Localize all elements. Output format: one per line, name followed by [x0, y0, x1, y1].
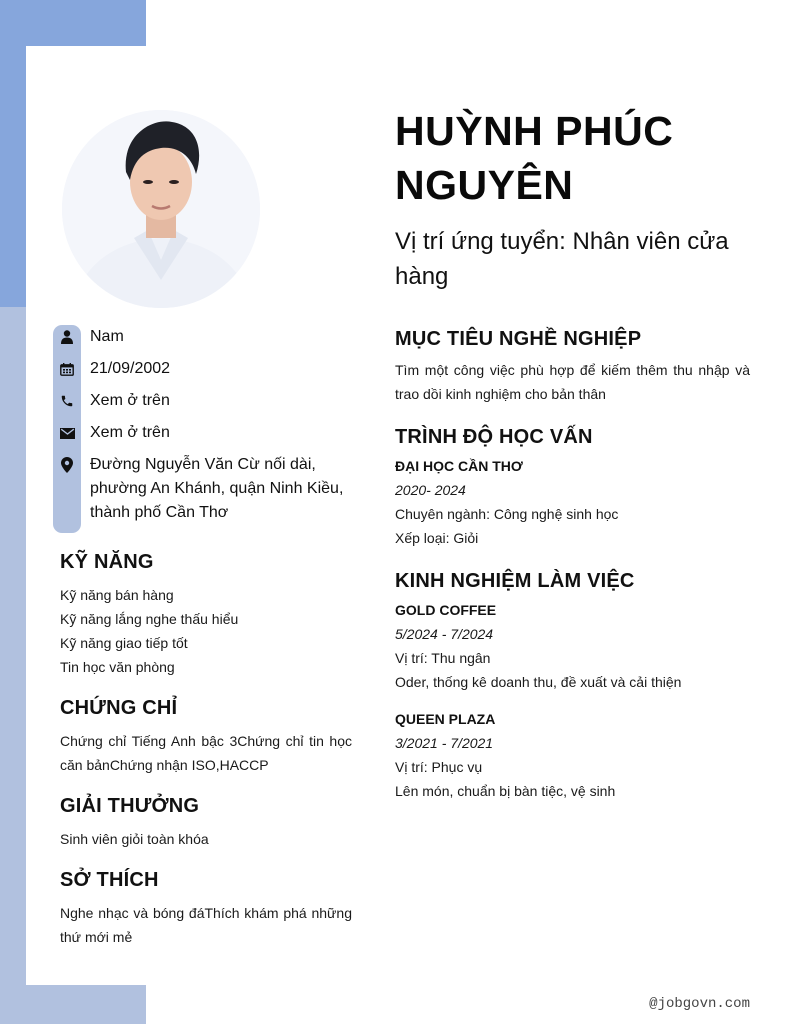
- applied-position: Vị trí ứng tuyển: Nhân viên cửa hàng: [395, 228, 729, 290]
- awards-text: Sinh viên giỏi toàn khóa: [60, 831, 209, 847]
- phone-icon: [53, 390, 81, 412]
- skill-item: Tin học văn phòng: [60, 659, 175, 675]
- skill-item: Kỹ năng lắng nghe thấu hiểu: [60, 611, 239, 627]
- calendar-icon: [53, 358, 81, 380]
- hobbies-section: [60, 867, 352, 949]
- section-title: CHỨNG CHỈ: [60, 697, 178, 719]
- contact-text: Xem ở trên: [90, 424, 170, 441]
- experience-desc: Oder, thống kê doanh thu, đề xuất và cải thiện: [395, 674, 682, 690]
- contact-gender: [53, 325, 353, 357]
- candidate-name: HUỲNH PHÚC NGUYÊN: [395, 108, 674, 208]
- location-pin-icon: [53, 454, 81, 476]
- decor-top-bar: [0, 0, 146, 46]
- person-portrait-icon: [62, 110, 260, 308]
- experience-desc: Lên món, chuẩn bị bàn tiệc, vệ sinh: [395, 783, 616, 799]
- profile-photo: [62, 110, 260, 308]
- decor-bottom-bar: [0, 985, 146, 1024]
- section-title: SỞ THÍCH: [60, 869, 159, 891]
- decor-left-strip-lower: [0, 307, 26, 985]
- contact-phone: [53, 389, 353, 421]
- section-title: KINH NGHIỆM LÀM VIỆC: [395, 570, 635, 592]
- experience-section: [395, 568, 750, 816]
- section-title: KỸ NĂNG: [60, 551, 154, 573]
- education-period: 2020- 2024: [395, 482, 466, 498]
- experience-entry: [395, 707, 750, 803]
- education-rank: Xếp loại: Giỏi: [395, 530, 479, 546]
- experience-role: Vị trí: Thu ngân: [395, 650, 491, 666]
- contact-text: 21/09/2002: [90, 360, 171, 377]
- section-title: TRÌNH ĐỘ HỌC VẤN: [395, 426, 593, 448]
- objective-section: [395, 326, 750, 406]
- objective-text: Tìm một công việc phù hợp để kiếm thêm thu nhập và trao dồi kinh nghiệm cho bản thân: [395, 362, 750, 402]
- hobbies-text: Nghe nhạc và bóng đáThích khám phá những thứ mới mẻ: [60, 905, 352, 945]
- skill-item: Kỹ năng giao tiếp tốt: [60, 635, 188, 651]
- contact-birthday: [53, 357, 353, 389]
- decor-left-strip-upper: [0, 46, 26, 307]
- education-section: [395, 424, 750, 550]
- certificates-text: Chứng chỉ Tiếng Anh bậc 3Chứng chỉ tin học căn bảnChứng nhận ISO,HACCP: [60, 733, 352, 773]
- experience-role: Vị trí: Phục vụ: [395, 759, 483, 775]
- section-title: MỤC TIÊU NGHỀ NGHIỆP: [395, 328, 642, 350]
- mail-icon: [53, 422, 81, 444]
- skills-section: [60, 549, 352, 679]
- company-name: GOLD COFFEE: [395, 602, 497, 618]
- school-name: ĐẠI HỌC CẦN THƠ: [395, 458, 523, 474]
- experience-period: 5/2024 - 7/2024: [395, 626, 494, 642]
- contact-text: Đường Nguyễn Văn Cừ nối dài, phường An Khánh, quận Ninh Kiều, thành phố Cần Thơ: [90, 456, 344, 521]
- contact-text: Nam: [90, 328, 124, 345]
- footer-watermark: @jobgovn.com: [649, 996, 750, 1012]
- company-name: QUEEN PLAZA: [395, 711, 496, 727]
- education-major: Chuyên ngành: Công nghệ sinh học: [395, 506, 619, 522]
- person-icon: [53, 326, 81, 348]
- awards-section: [60, 793, 352, 851]
- contact-list: [53, 325, 353, 525]
- contact-email: [53, 421, 353, 453]
- certificates-section: [60, 695, 352, 777]
- section-title: GIẢI THƯỞNG: [60, 795, 200, 817]
- experience-entry: [395, 598, 750, 694]
- skill-item: Kỹ năng bán hàng: [60, 587, 174, 603]
- contact-address: [53, 453, 353, 525]
- contact-text: Xem ở trên: [90, 392, 170, 409]
- experience-period: 3/2021 - 7/2021: [395, 735, 494, 751]
